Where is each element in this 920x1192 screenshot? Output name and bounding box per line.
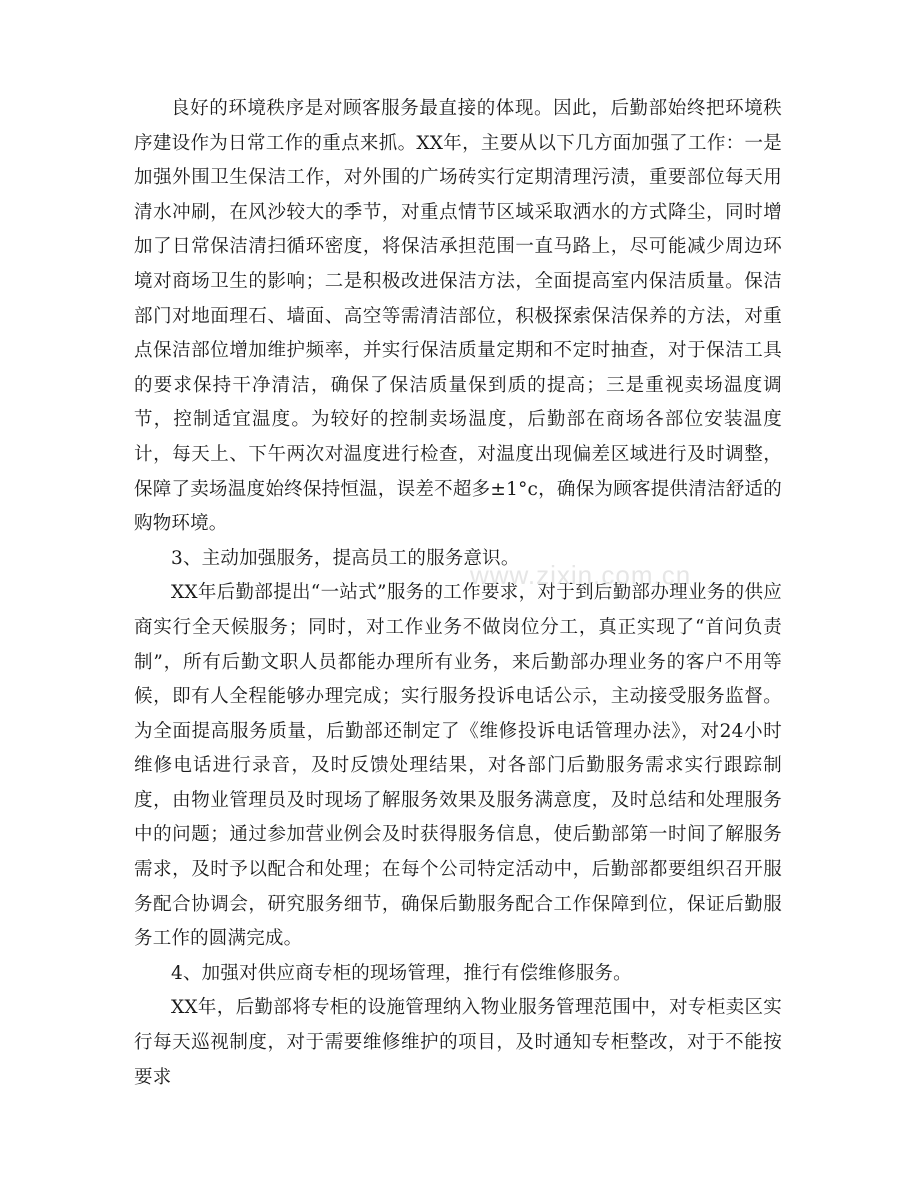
section-heading-4: 4、加强对供应商专柜的现场管理，推行有偿维修服务。 <box>171 962 632 984</box>
document-body <box>134 92 782 1095</box>
watermark: www.zixin.com.cn <box>470 560 692 590</box>
paragraph-service: XX年后勤部提出“一站式”服务的工作要求，对于到后勤部办理业务的供应商实行全天候服务；同时，对工作业务不做岗位分工，真正实现了“首问负责制”，所有后勤文职人员都能办理所有业务，来后勤部办理业务的客户不用等候，即有人全程能够办理完成；实行服务投诉电话公示，主动接受服务监督。为全面提高服务质量，后勤部还制定了《维修投诉电话管理办法》，对24小时维修电话进行录音，及时反馈处理结果，对各部门后勤服务需求实行跟踪制度，由物业管理员及时现场了解服务效果及服务满意度，及时总结和处理服务中的问题；通过参加营业例会及时获得服务信息，使后勤部第一时间了解服务需求，及时予以配合和处理；在每个公司特定活动中，后勤部都要组织召开服务配合协调会，研究服务细节，确保后勤服务配合工作保障到位，保证后勤服务工作的圆满完成。 <box>134 582 782 950</box>
paragraph-environment-order: 良好的环境秩序是对顾客服务最直接的体现。因此，后勤部始终把环境秩序建设作为日常工作的重点来抓。XX年，主要从以下几方面加强了工作：一是加强外围卫生保洁工作，对外围的广场砖实行定期清理污渍，重要部位每天用清水冲刷，在风沙较大的季节，对重点情节区域采取洒水的方式降尘，同时增加了日常保洁清扫循环密度，将保洁承担范围一直马路上，尽可能减少周边环境对商场卫生的影响；二是积极改进保洁方法，全面提高室内保洁质量。保洁部门对地面理石、墙面、高空等需清洁部位，积极探索保洁保养的方法，对重点保洁部位增加维护频率，并实行保洁质量定期和不定时抽查，对于保洁工具的要求保持干净清洁，确保了保洁质量保到质的提高；三是重视卖场温度调节，控制适宜温度。为较好的控制卖场温度，后勤部在商场各部位安装温度计，每天上、下午两次对温度进行检查，对温度出现偏差区域进行及时调整，保障了卖场温度始终保持恒温，误差不超多±1°c，确保为顾客提供清洁舒适的购物环境。 <box>134 98 782 535</box>
section-heading-3: 3、主动加强服务，提高员工的服务意识。 <box>171 547 520 569</box>
paragraph-supplier-counters: XX年，后勤部将专柜的设施管理纳入物业服务管理范围中，对专柜卖区实行每天巡视制度，对于需要维修维护的项目，及时通知专柜整改，对于不能按要求 <box>134 997 782 1088</box>
